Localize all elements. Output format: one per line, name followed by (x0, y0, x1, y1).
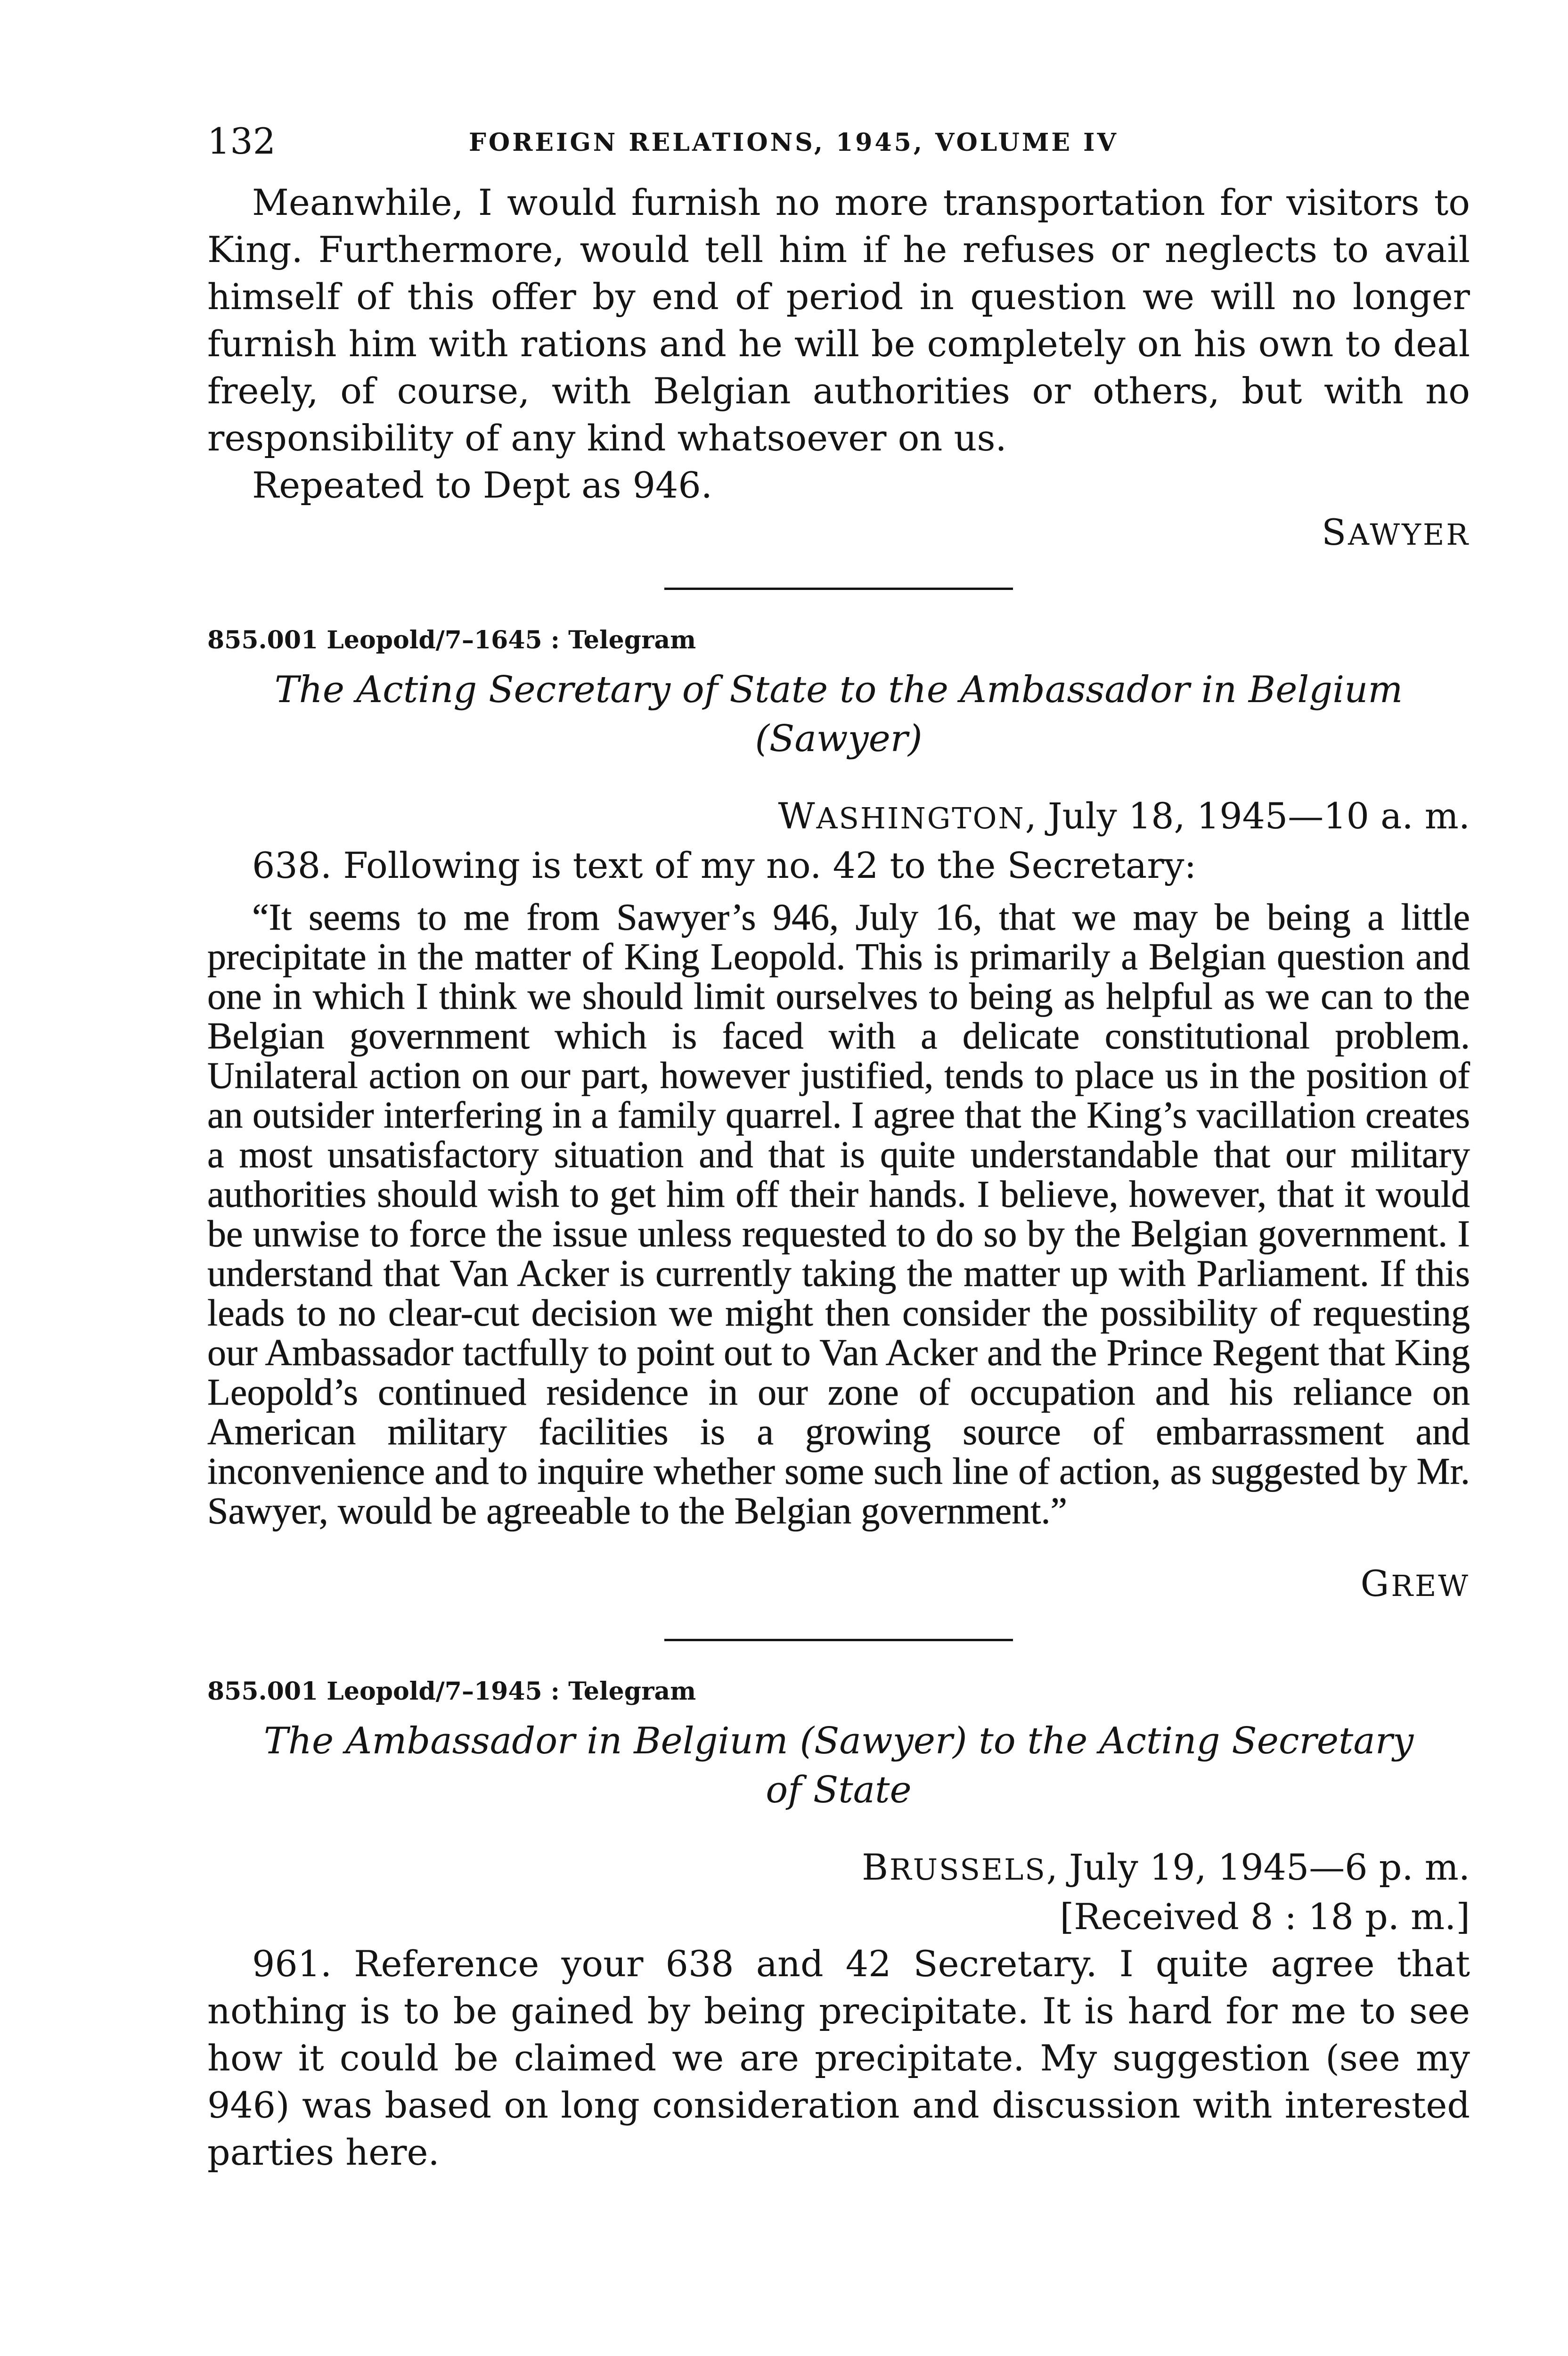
signature-grew (207, 1560, 1470, 1610)
quoted-message (207, 898, 1470, 1531)
heading-line: (Sawyer) (755, 718, 923, 760)
signature-rest: AWYER (1348, 517, 1470, 552)
file-reference: 855.001 Leopold/7–1645 : Telegram (207, 626, 696, 654)
running-title: FOREIGN RELATIONS, 1945, VOLUME IV (469, 128, 1119, 157)
repeated-note: Repeated to Dept as 946. (252, 464, 712, 506)
dateline (207, 1844, 1470, 1893)
heading-line: of State (766, 1769, 912, 1811)
signature-sawyer (207, 509, 1470, 558)
telegram-intro: 638. Following is text of my no. 42 to the Secretary: (252, 844, 1197, 886)
dateline-place (778, 795, 1025, 837)
signature-initial: S (1322, 511, 1348, 553)
page-number: 132 (207, 120, 276, 162)
document-page (207, 118, 1470, 2176)
dateline-place-initial: B (862, 1846, 890, 1888)
telegram-body: 961. Reference your 638 and 42 Secretary. I quite agree that nothing is to be gained by being precipitate. It is hard for me to see how it could be claimed we are precipitate. My suggestion (see my 946) was based on long consideration and discussion with interested parties here. (207, 1943, 1470, 2173)
dateline-date: , July 19, 1945—6 p. m. (1046, 1846, 1470, 1888)
dateline-place-rest: ASHINGTON (816, 801, 1025, 835)
file-reference: 855.001 Leopold/7–1945 : Telegram (207, 1677, 696, 1706)
continuation-paragraph: Meanwhile, I would furnish no more transportation for visitors to King. Furthermore, would tell him if he refuses or neglects to avail himself of this offer by end of period in question we will no longer furnish him with rations and he will be completely on his own to deal freely, of course, with Belgian authorities or others, but with no responsibility of any kind whatsoever on us. (207, 181, 1470, 459)
document-telegram-638 (207, 624, 1470, 1610)
signature-initial: G (1360, 1562, 1391, 1604)
document-telegram-961 (207, 1675, 1470, 2176)
heading-line: The Acting Secretary of State to the Ambassador in Belgium (274, 669, 1403, 711)
document-heading (207, 665, 1470, 763)
heading-line: The Ambassador in Belgium (Sawyer) to the Acting Secretary (263, 1720, 1414, 1762)
quote-text: “It seems to me from Sawyer’s 946, July 16, that we may be being a little precipitate in the matter of King Leopold. This is primarily a Belgian question and one in which I think we should limit ourselves to being as helpful as we can to the Belgian government which is faced with a delicate constitutional problem. Unilateral action on our part, however justified, tends to place us in the position of an outsider interfering in a family quarrel. I agree that the King’s vacillation creates a most unsatisfactory situation and that is quite understandable that our military authorities should wish to get him off their hands. I believe, however, that it would be unwise to force the issue unless requested to do so by the Belgian government. I understand that Van Acker is currently taking the matter up with Parliament. If this leads to no clear-cut decision we might then consider the possibility of requesting our Ambassador tactfully to point out to Van Acker and the Prince Regent that King Leopold’s continued residence in our zone of occupation and his reliance on American military facilities is a growing source of embarrassment and inconvenience and to inquire whether some such line of action, as suggested by Mr. Sawyer, would be agreeable to the Belgian government.” (207, 897, 1470, 1532)
received-note: [Received 8 : 18 p. m.] (1060, 1896, 1470, 1938)
dateline-place (862, 1846, 1046, 1888)
running-header (207, 118, 1470, 174)
dateline (207, 793, 1470, 842)
dateline-place-rest: RUSSELS (890, 1852, 1046, 1887)
document-heading (207, 1717, 1470, 1815)
section-divider (664, 1639, 1013, 1641)
section-divider (664, 588, 1013, 590)
dateline-date: , July 18, 1945—10 a. m. (1025, 795, 1470, 837)
dateline-place-initial: W (778, 795, 817, 837)
signature-rest: REW (1391, 1569, 1470, 1603)
